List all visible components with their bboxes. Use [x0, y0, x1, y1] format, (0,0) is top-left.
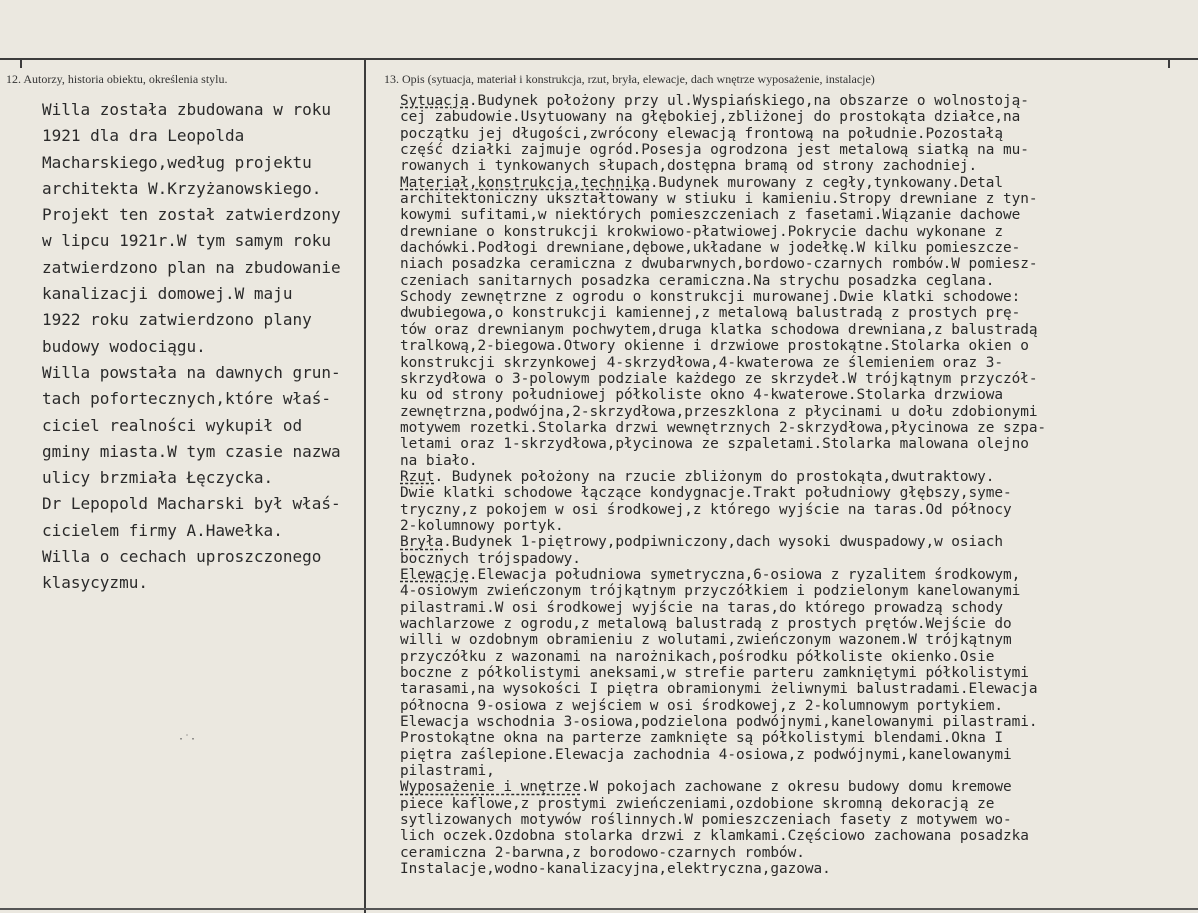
- description-line: [400, 109, 1190, 125]
- line-text: sytlizowanych motywów roślinnych.W pomieszczeniach fasety z motywem wo-: [400, 812, 1012, 829]
- description-line: [400, 240, 1190, 256]
- description-line: [400, 387, 1190, 403]
- line-text: .Budynek murowany z cegły,tynkowany.Detal: [649, 174, 1003, 191]
- description-line: [400, 436, 1190, 452]
- left-text-line: w lipcu 1921r.W tym samym roku: [42, 231, 331, 251]
- line-text: 2-kolumnowy portyk.: [400, 517, 564, 534]
- description-line: [400, 828, 1190, 844]
- line-text: przyczółku z wazonami na narożnikach,pośrodku półkoliste okienko.Osie: [400, 648, 995, 665]
- section-heading: Rzut: [400, 468, 435, 485]
- description-line: [400, 175, 1190, 191]
- line-text: .Elewacja południowa symetryczna,6-osiowa z ryzalitem środkowym,: [468, 566, 1021, 583]
- left-text-line: klasycyzmu.: [42, 573, 148, 593]
- section-heading: Sytuacja: [400, 93, 469, 109]
- left-text-line: Willa została zbudowana w roku: [42, 100, 331, 119]
- line-text: Schody zewnętrzne z ogrodu o konstrukcji murowanej.Dwie klatki schodowe:: [400, 289, 1021, 306]
- line-text: część działki zajmuje ogród.Posesja ogrodzona jest metalową siatką na mu-: [400, 142, 1029, 159]
- section-heading: Elewacje: [400, 566, 469, 583]
- line-text: ceramiczna 2-barwna,z borodowo-czarnych rombów.: [400, 844, 805, 861]
- line-text: tralkową,2-biegowa.Otwory okienne i drzwiowe prostokątne.Stolarka okien o: [400, 338, 1029, 355]
- line-text: cej zabudowie.Usytuowany na głębokiej,zbliżonej do prostokąta działce,na: [400, 109, 1021, 126]
- description-line: [400, 453, 1190, 469]
- rule-tick: [1168, 60, 1170, 68]
- description-line: [400, 322, 1190, 338]
- left-text-line: 1922 roku zatwierdzono plany: [42, 310, 312, 330]
- left-text-line: gminy miasta.W tym czasie nazwa: [42, 441, 341, 461]
- description-line: [400, 485, 1190, 501]
- line-text: letami oraz 1-skrzydłowa,płycinowa ze szpaletami.Stolarka malowana olejno: [400, 436, 1029, 453]
- line-text: drewniane o konstrukcji krokwiowo-płatwiowej.Pokrycie dachu wykonane z: [400, 223, 1003, 240]
- line-text: lich oczek.Ozdobna stolarka drzwi z klamkami.Częściowo zachowana posadzka: [400, 828, 1029, 845]
- line-text: na biało.: [400, 452, 478, 469]
- left-text-line: Dr Lepopold Macharski był właś-: [42, 494, 341, 514]
- left-text-line: ciciel realności wykupił od: [42, 415, 303, 435]
- description-line: [400, 93, 1190, 109]
- line-text: konstrukcji skrzynkowej 4-skrzydłowa,4-kwaterowa ze ślemieniem oraz 3-: [400, 354, 1003, 371]
- section-heading: Bryła: [400, 534, 444, 551]
- description-line: [400, 616, 1190, 632]
- description-line: [400, 224, 1190, 240]
- description-line: [400, 567, 1190, 583]
- description-line: [400, 126, 1190, 142]
- line-text: motywem rozetki.Stolarka drzwi wewnętrznych 2-skrzydłowa,płycinowa ze szpa-: [400, 419, 1047, 436]
- description-line: [400, 812, 1190, 828]
- section-heading: Wyposażenie i wnętrze: [400, 779, 581, 796]
- line-text: willi w ozdobnym obramieniu z wolutami,zwieńczonym wazonem.W trójkątnym: [400, 632, 1012, 649]
- paper-speck: ·˙·: [178, 734, 197, 745]
- description-line: [400, 534, 1190, 550]
- line-text: północna 9-osiowa z wejściem w osi środkowej,z 2-kolumnowym portykiem.: [400, 697, 1003, 714]
- left-text-line: Projekt ten został zatwierdzony: [42, 205, 341, 225]
- description-line: [400, 698, 1190, 714]
- line-text: początku jej długości,zwrócony elewacją frontową na południe.Pozostałą: [400, 125, 1003, 142]
- line-text: Elewacja wschodnia 3-osiowa,podzielona podwójnymi,kanelowanymi pilastrami.: [400, 714, 1038, 731]
- description-line: [400, 256, 1190, 272]
- description-line: [400, 681, 1190, 697]
- left-text-line: ulicy brzmiała Łęczycka.: [42, 468, 274, 488]
- line-text: czeniach sanitarnych posadzka ceramiczna.Na strychu posadzka ceglana.: [400, 272, 995, 289]
- description-line: [400, 404, 1190, 420]
- left-text-line: zatwierdzono plan na zbudowanie: [42, 257, 341, 277]
- description-line: [400, 289, 1190, 305]
- description-text: [400, 93, 1190, 878]
- left-text-line: kanalizacji domowej.W maju: [42, 284, 293, 304]
- top-rule: [0, 58, 1198, 60]
- line-text: tryczny,z pokojem w osi środkowej,z którego wyjście na taras.Od północy: [400, 501, 1012, 518]
- line-text: .W pokojach zachowane z okresu budowy domu kremowe: [580, 779, 1012, 796]
- line-text: .Budynek 1-piętrowy,podpiwniczony,dach wysoki dwuspadowy,w osiach: [443, 534, 1003, 551]
- line-text: pilastrami,: [400, 763, 495, 780]
- left-text-line: Willa powstała na dawnych grun-: [42, 362, 341, 382]
- description-line: [400, 763, 1190, 779]
- description-line: [400, 649, 1190, 665]
- line-text: kowymi sufitami,w niektórych pomieszczeniach z fasetami.Wiązanie dachowe: [400, 207, 1021, 224]
- description-line: [400, 207, 1190, 223]
- line-text: rowanych i tynkowanych słupach,dostępna bramą od strony zachodniej.: [400, 158, 978, 175]
- left-text-line: architekta W.Krzyżanowskiego.: [42, 178, 322, 198]
- description-line: [400, 632, 1190, 648]
- line-text: wachlarzowe z ogrodu,z metalową balustradą z prostych prętów.Wejście do: [400, 616, 1012, 632]
- description-line: [400, 665, 1190, 681]
- column-divider: [364, 58, 366, 913]
- line-text: ku od strony południowej półkoliste okno 4-kwaterowe.Stolarka drzwiowa: [400, 387, 1003, 404]
- left-text-line: 1921 dla dra Leopolda: [42, 126, 245, 146]
- description-line: [400, 420, 1190, 436]
- line-text: piętra zaślepione.Elewacja zachodnia 4-osiowa,z podwójnymi,kanelowanymi: [400, 746, 1012, 763]
- line-text: tów oraz drewnianym pochwytem,druga klatka schodowa drewniana,z balustradą: [400, 321, 1038, 338]
- right-column-header: 13. Opis (sytuacja, materiał i konstrukcja, rzut, bryła, elewacje, dach wnętrze wyposażenie, instalacje): [384, 72, 875, 86]
- line-text: piece kaflowe,z prostymi zwieńczeniami,ozdobione skromną dekoracją ze: [400, 795, 995, 812]
- description-line: [400, 371, 1190, 387]
- description-line: [400, 730, 1190, 746]
- line-text: dachówki.Podłogi drewniane,dębowe,układane w jodełkę.W kilku pomieszcze-: [400, 240, 1021, 257]
- line-text: Instalacje,wodno-kanalizacyjna,elektryczna,gazowa.: [400, 861, 831, 878]
- line-text: boczne z półkolistymi aneksami,w strefie parteru zamkniętymi półkolistymi: [400, 665, 1029, 682]
- left-text-line: budowy wodociągu.: [42, 336, 206, 356]
- line-text: dwubiegowa,o konstrukcji kamiennej,z metalową balustradą z prostych prę-: [400, 305, 1021, 322]
- description-line: [400, 796, 1190, 812]
- description-line: [400, 845, 1190, 861]
- left-text-line: Macharskiego,według projektu: [42, 152, 312, 172]
- line-text: architektoniczny ukształtowany w stiuku i kamieniu.Stropy drewniane z tyn-: [400, 191, 1038, 208]
- line-text: Prostokątne okna na parterze zamknięte są półkolistymi blendami.Okna I: [400, 730, 1003, 747]
- description-line: [400, 338, 1190, 354]
- left-text-line: Willa o cechach uproszczonego: [42, 547, 322, 567]
- description-line: [400, 779, 1190, 795]
- description-line: [400, 142, 1190, 158]
- section-heading: Materiał,konstrukcja,technika: [400, 174, 650, 191]
- description-line: [400, 273, 1190, 289]
- description-line: [400, 469, 1190, 485]
- description-line: [400, 191, 1190, 207]
- left-column-header: 12. Autorzy, historia obiektu, określenia stylu.: [6, 72, 228, 86]
- line-text: zewnętrzna,podwójna,2-skrzydłowa,przeszklona z płycinami u dołu zdobionymi: [400, 403, 1038, 420]
- left-text-line: cicielem firmy A.Hawełka.: [42, 520, 283, 540]
- line-text: niach posadzka ceramiczna z dwubarwnych,bordowo-czarnych rombów.W pomiesz-: [400, 256, 1038, 273]
- left-text-line: tach pofortecznych,które właś-: [42, 389, 331, 409]
- description-line: [400, 158, 1190, 174]
- line-text: tarasami,na wysokości I piętra obramionymi żeliwnymi balustradami.Elewacja: [400, 681, 1038, 698]
- description-line: [400, 518, 1190, 534]
- description-line: [400, 600, 1190, 616]
- line-text: .Budynek położony przy ul.Wyspiańskiego,na obszarze o wolnostoją-: [468, 93, 1029, 109]
- description-line: [400, 714, 1190, 730]
- line-text: pilastrami.W osi środkowej wyjście na taras,do którego prowadzą schody: [400, 599, 1003, 616]
- rule-tick: [20, 60, 22, 68]
- description-line: [400, 355, 1190, 371]
- description-line: [400, 861, 1190, 877]
- line-text: . Budynek położony na rzucie zbliżonym do prostokąta,dwutraktowy.: [434, 468, 995, 485]
- line-text: 4-osiowym zwieńczonym trójkątnym przyczółkiem i podzielonym kanelowanymi: [400, 583, 1021, 600]
- description-line: [400, 502, 1190, 518]
- line-text: bocznych trójspadowy.: [400, 550, 581, 567]
- description-line: [400, 747, 1190, 763]
- description-line: [400, 583, 1190, 599]
- description-line: [400, 305, 1190, 321]
- line-text: skrzydłowa o 3-polowym podziale każdego ze skrzydeł.W trójkątnym przyczół-: [400, 370, 1038, 387]
- authors-history-text: [42, 97, 360, 597]
- line-text: Dwie klatki schodowe łączące kondygnacje.Trakt południowy głębszy,syme-: [400, 485, 1012, 502]
- description-line: [400, 551, 1190, 567]
- bottom-rule: [0, 908, 1198, 910]
